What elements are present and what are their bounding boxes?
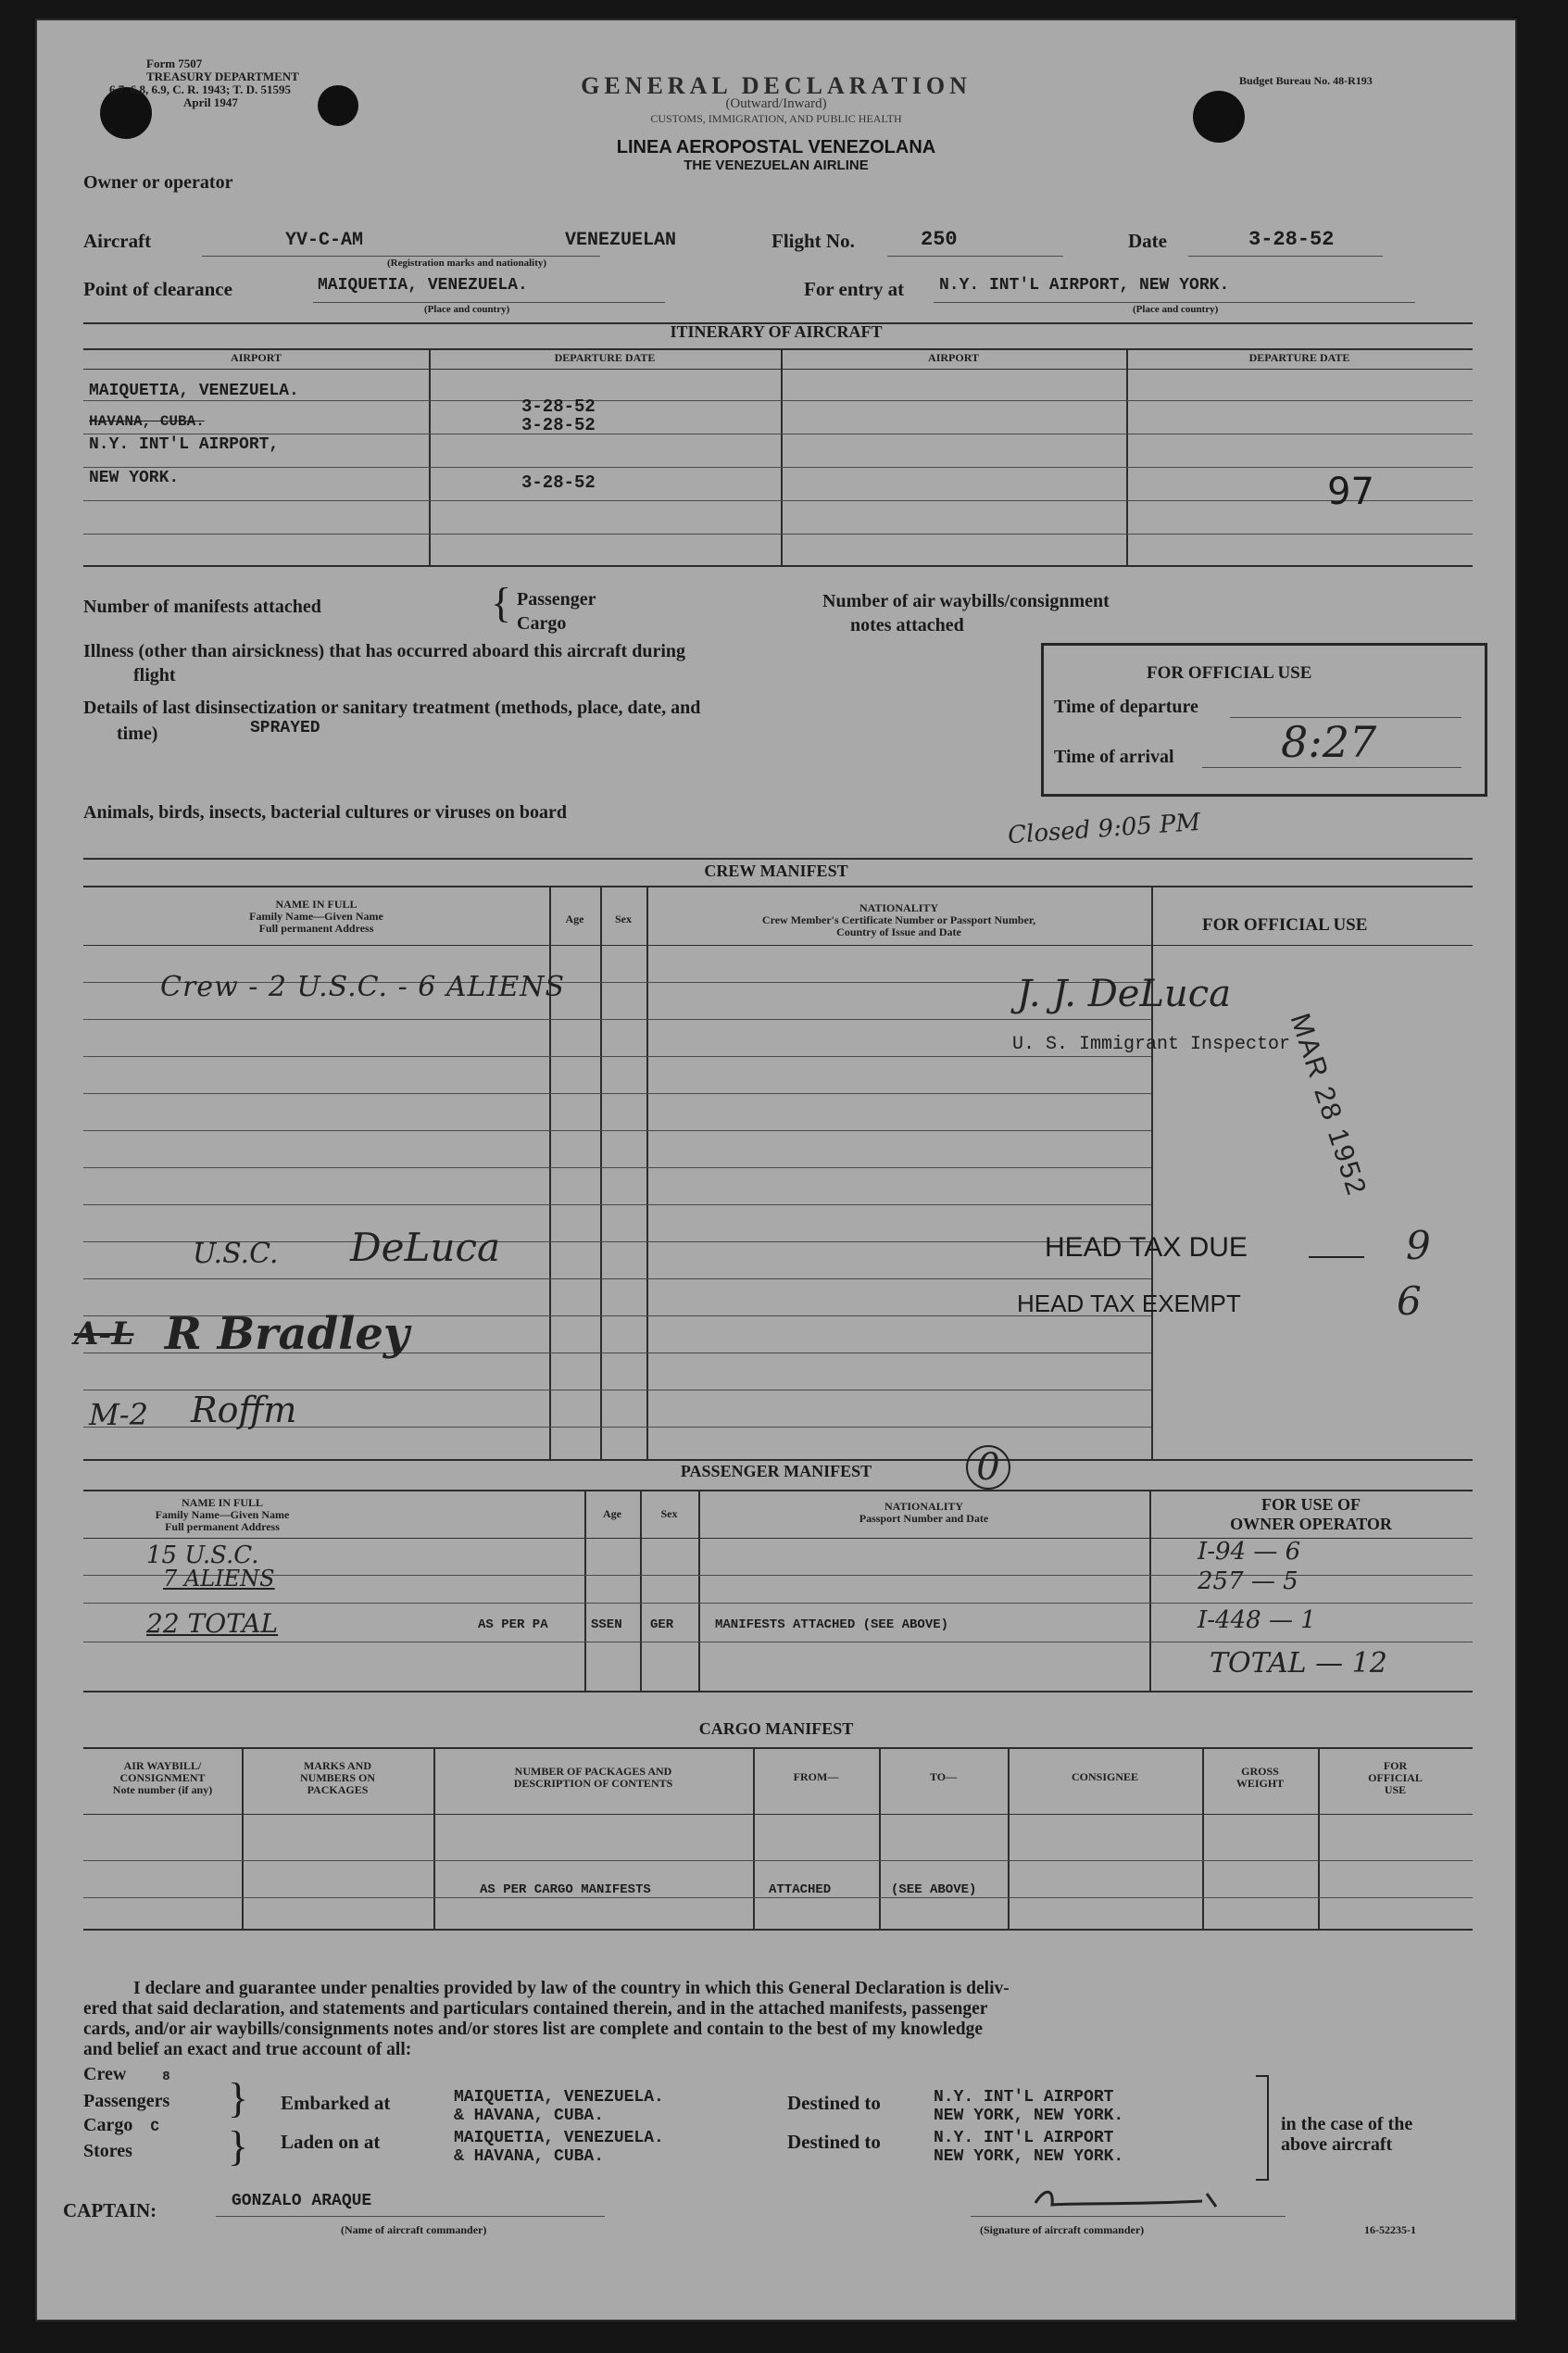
passenger-line: 7 ALIENS	[163, 1566, 275, 1592]
declaration-categories	[83, 2062, 170, 2163]
form-number: Form 7507	[146, 57, 203, 70]
cargo-number-header-line-2: DESCRIPTION OF CONTENTS	[513, 1777, 673, 1790]
usc-signature: DeLuca	[350, 1225, 501, 1270]
declaration-line-2: ered that said declaration, and statements and particulars contained therein, and in the attached manifests, passenger	[83, 1999, 988, 2019]
cargo-gross-header-line-2: WEIGHT	[1236, 1777, 1285, 1790]
passenger-name-header	[83, 1497, 361, 1533]
airline-name: LINEA AEROPOSTAL VENEZOLANA	[616, 137, 936, 157]
crew-nationality-header-line-2: Crew Member's Certificate Number or Passport Number,	[761, 913, 1036, 926]
declaration-cargo-label: Cargo	[83, 2115, 133, 2135]
cargo-marks-header	[242, 1760, 433, 1796]
arrival-time-value: 8:27	[1281, 717, 1377, 767]
destined-label: Destined to	[787, 2092, 881, 2114]
form-title: GENERAL DECLARATION	[581, 72, 972, 99]
form-department: TREASURY DEPARTMENT	[146, 69, 299, 83]
passenger-manifest-title: PASSENGER MANIFEST	[680, 1462, 872, 1480]
passenger-as-per-2: SSEN	[591, 1617, 622, 1632]
laden-label: Laden on at	[281, 2131, 381, 2153]
destined-place-line-1: N.Y. INT'L AIRPORT	[934, 2088, 1114, 2107]
cargo-marks-header-line-3: PACKAGES	[307, 1783, 369, 1796]
cargo-waybill-header-line-2: CONSIGNMENT	[119, 1771, 206, 1784]
cargo-gross-header-line-1: GROSS	[1241, 1765, 1279, 1778]
crew-nationality-header-line-1: NATIONALITY	[859, 901, 939, 914]
owner-label: Owner or operator	[83, 172, 233, 193]
passenger-as-per-3: GER	[650, 1617, 674, 1632]
declaration-line-3: cards, and/or air waybills/consignments notes and/or stores list are complete and contain to the best of my knowledge	[83, 2020, 984, 2039]
cargo-consignee-header: CONSIGNEE	[1071, 1770, 1139, 1783]
passenger-nationality-header-line-1: NATIONALITY	[884, 1500, 964, 1513]
cargo-marks-header-line-1: MARKS AND	[303, 1759, 371, 1772]
passenger-nationality-header-line-2: Passport Number and Date	[859, 1512, 989, 1525]
head-tax-due-value: 9	[1406, 1223, 1431, 1268]
captain-name-caption: (Name of aircraft commander)	[341, 2223, 487, 2236]
disinsect-label	[83, 695, 700, 747]
cargo-number-header	[433, 1766, 753, 1790]
declaration-crew	[83, 2062, 170, 2089]
form-id	[109, 57, 299, 109]
itinerary-airport: HAVANA, CUBA.	[89, 413, 205, 430]
passenger-age-header: Age	[603, 1507, 621, 1520]
clearance-place: MAIQUETIA, VENEZUELA.	[318, 276, 528, 295]
itinerary-date: 3-28-52	[521, 396, 596, 417]
passenger-nationality-header	[698, 1501, 1149, 1525]
captain-label: CAPTAIN:	[63, 2199, 157, 2221]
inspector-signature: J. J. DeLuca	[1017, 973, 1232, 1015]
itinerary-airport: MAIQUETIA, VENEZUELA.	[89, 382, 299, 400]
brace: }	[228, 2122, 249, 2170]
cargo-number-header-line-1: NUMBER OF PACKAGES AND	[514, 1765, 672, 1778]
cargo-waybill-header-line-1: AIR WAYBILL/	[123, 1759, 202, 1772]
illness-line-2: flight	[133, 665, 176, 686]
declaration-cargo-count: C	[150, 2119, 159, 2135]
passenger-name-header-line-2: Family Name—Given Name	[155, 1508, 290, 1521]
in-case-note	[1281, 2114, 1412, 2155]
owner-operator-header-line-2: OWNER OPERATOR	[1230, 1515, 1392, 1533]
cargo-row-to: (SEE ABOVE)	[891, 1882, 977, 1897]
form-subtitle: CUSTOMS, IMMIGRATION, AND PUBLIC HEALTH	[650, 112, 902, 125]
aircraft-registration: YV-C-AM	[285, 230, 364, 251]
declaration-crew-count: 8	[162, 2070, 170, 2084]
cargo-official-header	[1318, 1760, 1473, 1796]
cargo-from-header: FROM—	[793, 1770, 839, 1783]
itinerary-header-airport-2: AIRPORT	[928, 351, 979, 364]
entry-label: For entry at	[804, 278, 905, 300]
passenger-as-per: AS PER PA	[478, 1617, 548, 1632]
destined-place-line-3: N.Y. INT'L AIRPORT	[934, 2129, 1114, 2147]
embarked-place-line-1: MAIQUETIA, VENEZUELA.	[454, 2088, 664, 2107]
crew-nationality-header-line-3: Country of Issue and Date	[836, 925, 961, 938]
owner-operator-line: TOTAL — 12	[1210, 1647, 1387, 1680]
crew-name-header-line-3: Full permanent Address	[258, 922, 374, 935]
clearance-label: Point of clearance	[83, 278, 232, 300]
laden-place-line-2: & HAVANA, CUBA.	[454, 2147, 605, 2166]
owner-operator-line: I-94 — 6	[1198, 1538, 1301, 1566]
crew-manifest-title: CREW MANIFEST	[704, 862, 848, 880]
m2-note: M-2	[89, 1397, 148, 1432]
official-use-title: FOR OFFICIAL USE	[1147, 663, 1312, 683]
crew-official-header: FOR OFFICIAL USE	[1202, 915, 1368, 935]
waybills-label	[822, 589, 1110, 637]
embarked-label: Embarked at	[281, 2092, 391, 2114]
itinerary-stamp-number: 97	[1327, 471, 1374, 513]
captain-signature-mark	[1017, 2186, 1248, 2214]
waybills-line-2: notes attached	[850, 615, 964, 635]
punch-hole-top	[318, 85, 358, 126]
itinerary-header-airport-1: AIRPORT	[231, 351, 282, 364]
waybills-line-1: Number of air waybills/consignment	[822, 591, 1110, 611]
arrival-time-label: Time of arrival	[1054, 747, 1174, 767]
flight-number: 250	[921, 228, 958, 251]
declaration-cargo	[83, 2113, 170, 2139]
declaration-line-4: and belief an exact and true account of all:	[83, 2040, 412, 2059]
declaration-text	[83, 1979, 1491, 2060]
passenger-name-header-line-3: Full permanent Address	[165, 1520, 280, 1533]
crew-nationality-header	[646, 902, 1151, 938]
form-date: April 1947	[183, 95, 238, 109]
illness-label	[83, 639, 685, 687]
cargo-row-from: ATTACHED	[769, 1882, 832, 1897]
in-case-line-1: in the case of the	[1281, 2114, 1413, 2134]
owner-operator-header	[1149, 1495, 1473, 1534]
itinerary-header-date-1: DEPARTURE DATE	[554, 351, 656, 364]
captain-signature-caption: (Signature of aircraft commander)	[980, 2223, 1145, 2236]
owner-operator-line: 257 — 5	[1198, 1567, 1298, 1595]
cargo-official-header-line-2: OFFICIAL	[1368, 1771, 1423, 1784]
crew-entry: Crew - 2 U.S.C. - 6 ALIENS	[160, 971, 566, 1003]
laden-place	[454, 2129, 664, 2166]
declaration-crew-label: Crew	[83, 2064, 127, 2084]
cargo-marks-header-line-2: NUMBERS ON	[299, 1771, 375, 1784]
punch-hole-right	[1193, 91, 1245, 143]
cargo-official-header-line-1: FOR	[1383, 1759, 1408, 1772]
inspector-stamp-date: MAR 28 1952	[1284, 1010, 1373, 1201]
bracket	[1256, 2075, 1269, 2181]
animals-label: Animals, birds, insects, bacterial cultures or viruses on board	[83, 802, 568, 823]
crew-age-header: Age	[565, 912, 584, 925]
form-direction: (Outward/Inward)	[725, 96, 827, 111]
general-declaration-sheet	[35, 19, 1517, 2322]
laden-place-line-1: MAIQUETIA, VENEZUELA.	[454, 2129, 664, 2147]
destined-place-line-4: NEW YORK, NEW YORK.	[934, 2147, 1124, 2166]
aircraft-label: Aircraft	[83, 230, 152, 252]
closed-note: Closed 9:05 PM	[1007, 808, 1202, 850]
destined-place	[934, 2088, 1123, 2125]
usc-note: U.S.C.	[193, 1238, 279, 1270]
passenger-circled: 0	[966, 1445, 1010, 1490]
head-tax-exempt-label: HEAD TAX EXEMPT	[1017, 1290, 1241, 1317]
captain-signature-icon	[1017, 2186, 1248, 2214]
flight-label: Flight No.	[771, 230, 855, 252]
registration-caption: (Registration marks and nationality)	[387, 258, 547, 269]
treatment-value: SPRAYED	[250, 719, 320, 737]
entry-caption: (Place and country)	[1133, 304, 1219, 315]
passenger-line: 22 TOTAL	[146, 1608, 279, 1639]
manifest-cargo-label: Cargo	[517, 613, 567, 634]
aircraft-nationality: VENEZUELAN	[565, 230, 677, 251]
passenger-sex-header: Sex	[660, 1507, 678, 1520]
form-reference: 6.7, 6.8, 6.9, C. R. 1943; T. D. 51595	[109, 82, 291, 96]
destined-label: Destined to	[787, 2131, 881, 2153]
itinerary-date: 3-28-52	[521, 472, 596, 493]
cargo-official-header-line-3: USE	[1384, 1783, 1407, 1796]
passenger-name-header-line-1: NAME IN FULL	[181, 1496, 263, 1509]
al-note: A-L	[74, 1315, 134, 1353]
owner-operator-header-line-1: FOR USE OF	[1261, 1495, 1361, 1514]
itinerary-header-date-2: DEPARTURE DATE	[1248, 351, 1350, 364]
entry-place: N.Y. INT'L AIRPORT, NEW YORK.	[939, 276, 1230, 295]
destined-place-line-2: NEW YORK, NEW YORK.	[934, 2107, 1124, 2125]
disinsect-line-1: Details of last disinsectization or sanitary treatment (methods, place, date, and	[83, 698, 701, 718]
declaration-passengers-label: Passengers	[83, 2091, 170, 2111]
date-label: Date	[1128, 230, 1167, 252]
captain-name: GONZALO ARAQUE	[232, 2192, 372, 2210]
crew-sex-header: Sex	[615, 912, 632, 925]
head-tax-exempt-value: 6	[1397, 1278, 1422, 1324]
destined-place	[934, 2129, 1123, 2166]
declaration-line-1: I declare and guarantee under penalties provided by law of the country in which this General Declaration is deliv-	[133, 1979, 1010, 1998]
in-case-line-2: above aircraft	[1281, 2134, 1393, 2155]
cargo-to-header: TO—	[929, 1770, 958, 1783]
cargo-manifest-title: CARGO MANIFEST	[698, 1719, 854, 1738]
itinerary-date: 3-28-52	[521, 415, 596, 435]
embarked-place	[454, 2088, 664, 2125]
cargo-gross-header	[1202, 1766, 1318, 1790]
disinsect-line-2: time)	[117, 724, 158, 744]
owner-operator-line: I-448 — 1	[1198, 1606, 1316, 1634]
al-signature: R Bradley	[165, 1308, 409, 1360]
inspector-label: U. S. Immigrant Inspector	[1012, 1034, 1291, 1055]
itinerary-title: ITINERARY OF AIRCRAFT	[670, 322, 883, 341]
crew-name-header	[83, 899, 549, 935]
manifest-passenger-label: Passenger	[517, 589, 596, 610]
clearance-caption: (Place and country)	[424, 304, 510, 315]
passenger-manifests-note: MANIFESTS ATTACHED (SEE ABOVE)	[715, 1617, 949, 1632]
manifests-number-label: Number of manifests attached	[83, 597, 321, 617]
airline-english: THE VENEZUELAN AIRLINE	[684, 157, 869, 173]
itinerary-row	[89, 382, 299, 400]
m2-signature: Roffm	[191, 1390, 297, 1430]
brace: }	[228, 2074, 249, 2121]
crew-name-header-line-2: Family Name—Given Name	[249, 910, 383, 923]
declaration-stores-label: Stores	[83, 2141, 132, 2161]
flight-date: 3-28-52	[1248, 228, 1335, 251]
brace: {	[491, 579, 512, 626]
embarked-place-line-2: & HAVANA, CUBA.	[454, 2107, 605, 2125]
head-tax-due-label: HEAD TAX DUE	[1045, 1232, 1248, 1263]
cargo-row-description: AS PER CARGO MANIFESTS	[480, 1882, 651, 1897]
crew-name-header-line-1: NAME IN FULL	[275, 898, 358, 911]
cargo-waybill-header-line-3: Note number (if any)	[112, 1783, 213, 1796]
departure-time-label: Time of departure	[1054, 697, 1198, 717]
passenger-line: 15 U.S.C.	[146, 1541, 259, 1569]
cargo-waybill-header	[83, 1760, 242, 1796]
budget-bureau: Budget Bureau No. 48-R193	[1239, 74, 1373, 87]
illness-line-1: Illness (other than airsickness) that has occurred aboard this aircraft during	[83, 641, 686, 661]
itinerary-airport: NEW YORK.	[89, 469, 180, 487]
form-print-number: 16-52235-1	[1364, 2223, 1416, 2236]
itinerary-airport: N.Y. INT'L AIRPORT,	[89, 435, 280, 454]
title-block	[406, 72, 1147, 173]
